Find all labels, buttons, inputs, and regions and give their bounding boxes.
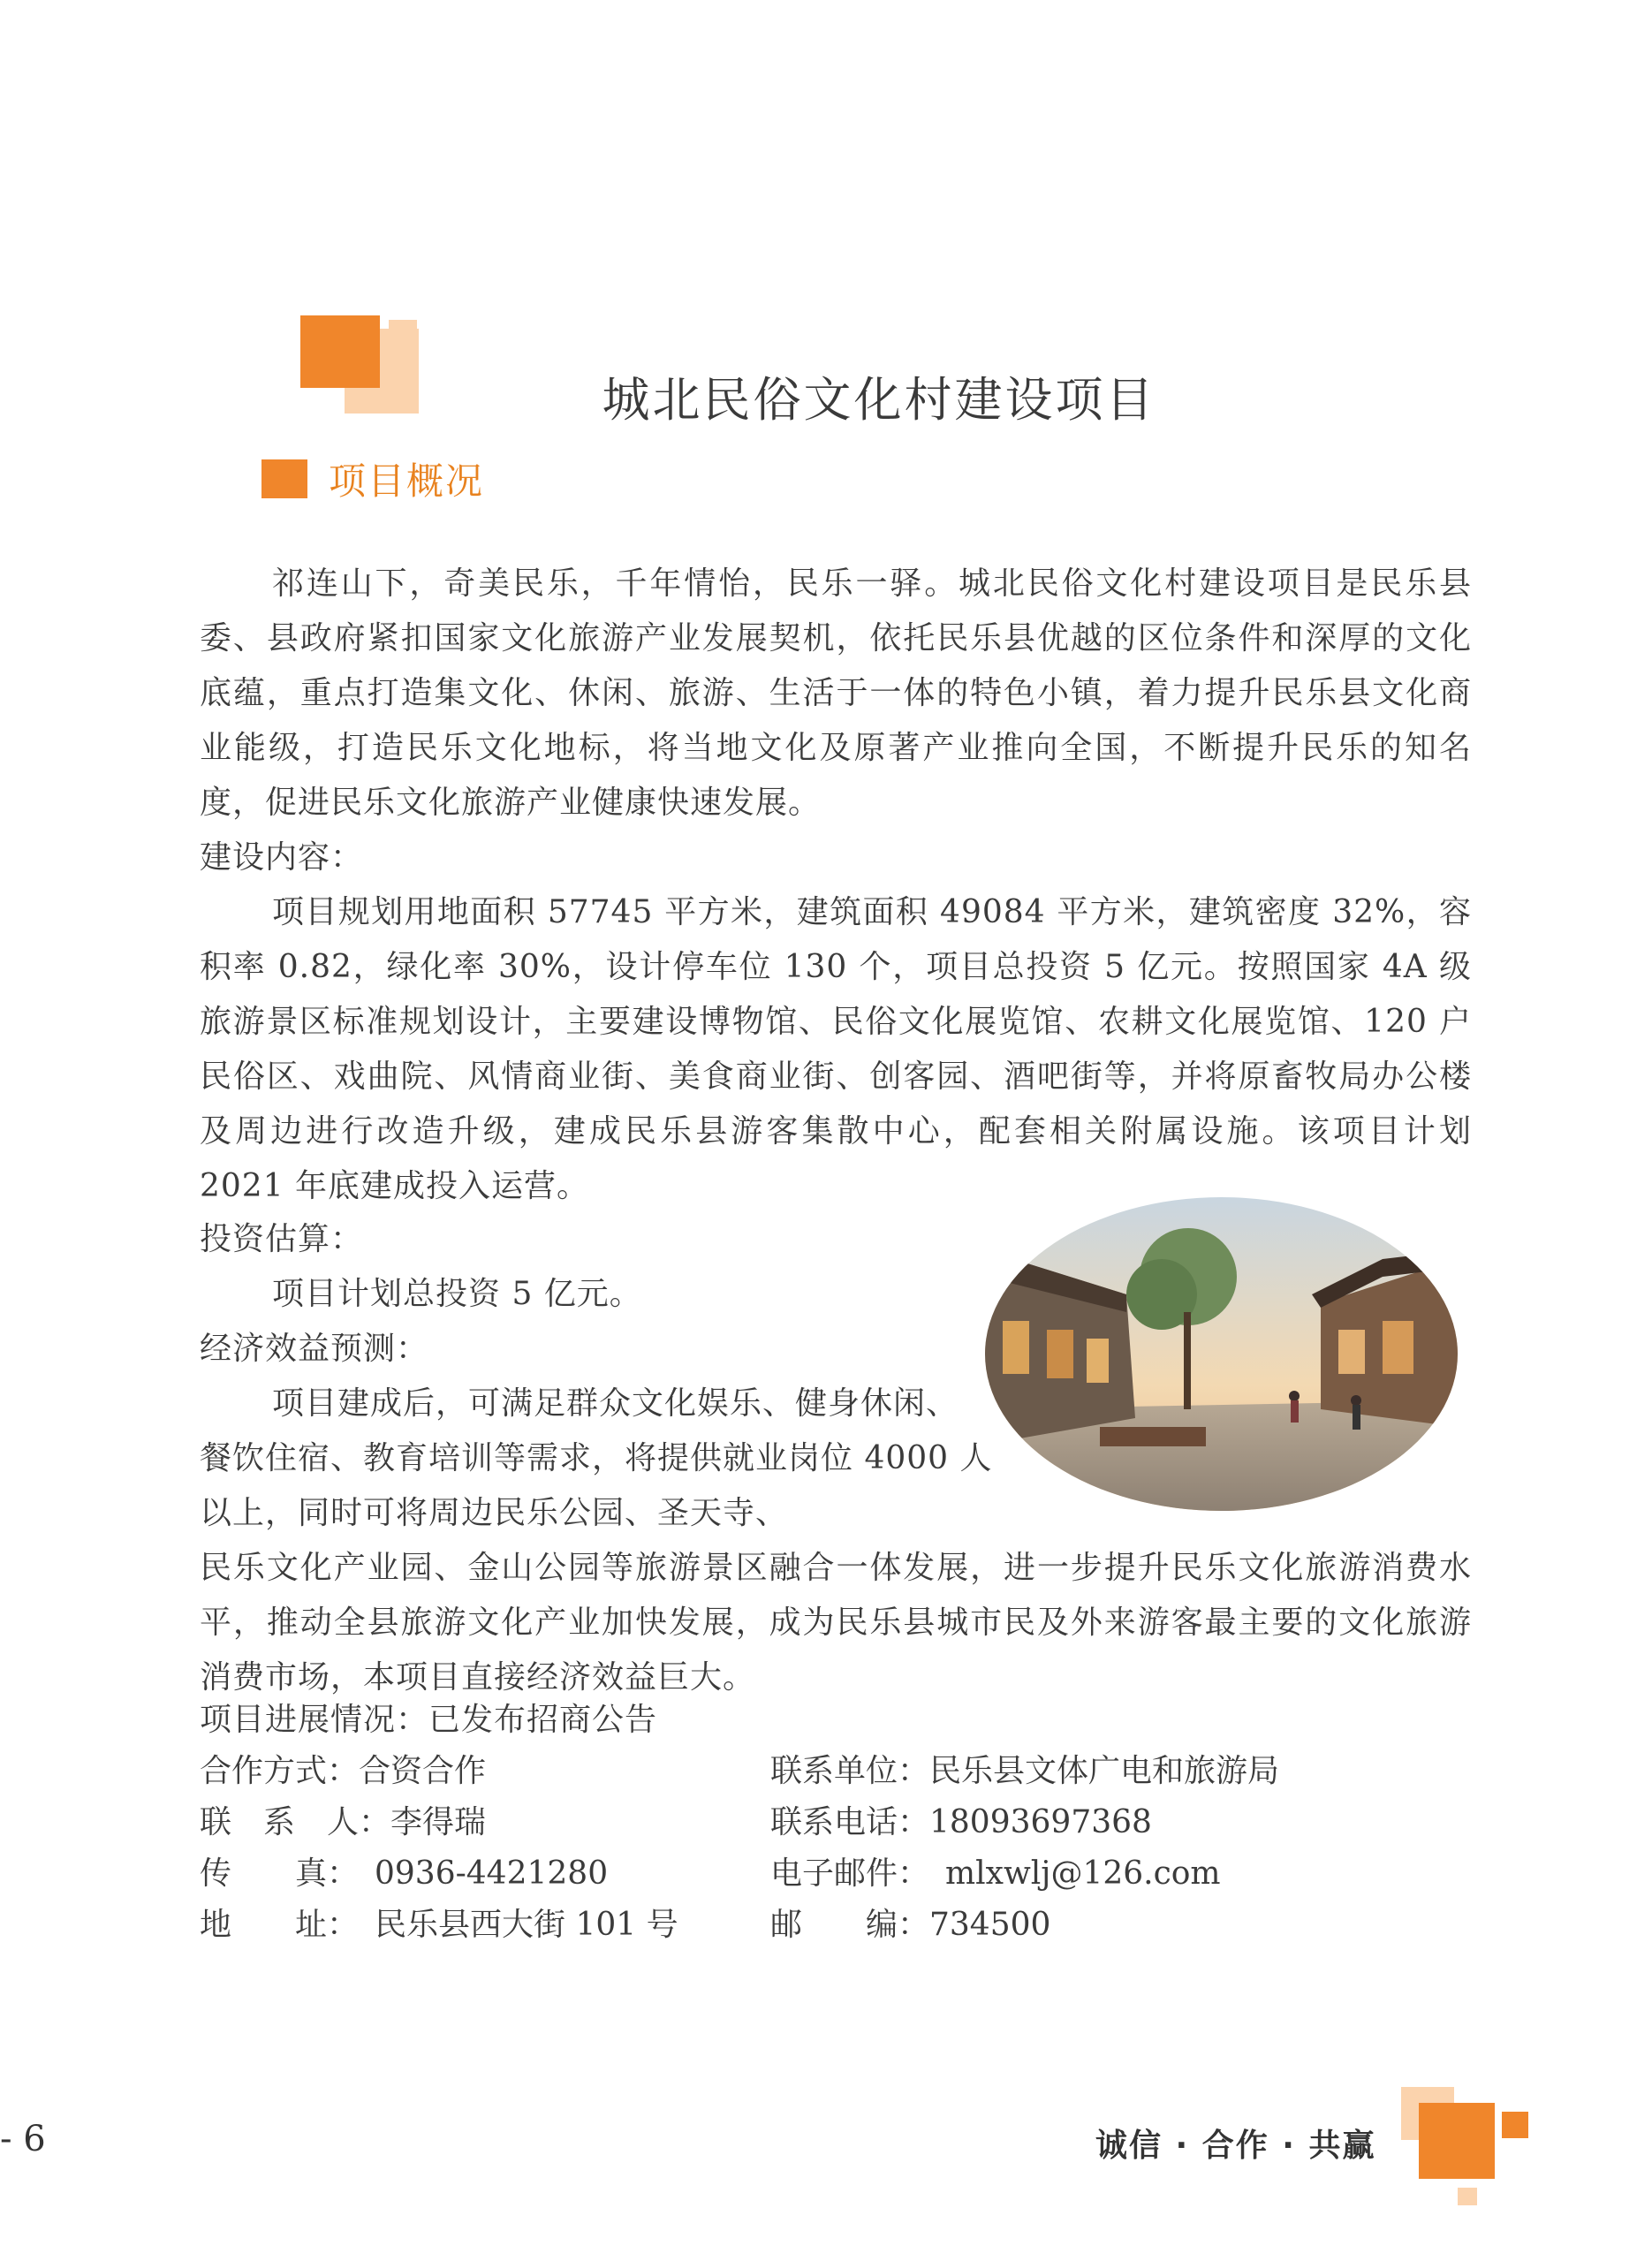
contact-email: 电子邮件： mlxwlj@126.com	[770, 1855, 1221, 1892]
construction-heading: 建设内容：	[200, 839, 364, 876]
footer-square-tiny	[1458, 2188, 1477, 2205]
investment-heading: 投资估算：	[200, 1221, 364, 1257]
intro-paragraph: 祁连山下，奇美民乐，千年情怡，民乐一驿。城北民俗文化村建设项目是民乐县委、县政府紧扣国家文化旅游产业发展契机，依托民乐县优越的区位条件和深厚的文化底蕴，重点打造集文化、休闲、旅游、生活于一体的特色小镇，着力提升民乐县文化商业能级，打造民乐文化地标，将当地文化及原著产业推向全国，不断提升民乐的知名度，促进民乐文化旅游产业健康快速发展。	[200, 565, 1472, 821]
construction-paragraph: 项目规划用地面积 57745 平方米，建筑面积 49084 平方米，建筑密度 32%，容积率 0.82，绿化率 30%，设计停车位 130 个，项目总投资 5 亿元。按照国家 4A 级旅游景区标准规划设计，主要建设博物馆、民俗文化展览馆、农耕文化展览馆、120 户民俗区、戏曲院、风情商业街、美食商业街、创客园、酒吧街等，并将原畜牧局办公楼及周边进行改造升级，建成民乐县游客集散中心，配套相关附属设施。该项目计划 2021 年底建成投入运营。	[200, 894, 1472, 1204]
benefit-line-3: 以上，同时可将周边民乐公园、圣天寺、	[200, 1495, 789, 1531]
contact-row-1	[200, 1746, 1472, 1797]
contact-phone: 联系电话：18093697368	[770, 1804, 1152, 1840]
contact-address: 地 址： 民乐县西大街 101 号	[200, 1907, 678, 1943]
progress-line: 项目进展情况：已发布招商公告	[200, 1702, 658, 1738]
page-title: 城北民俗文化村建设项目	[602, 372, 1156, 428]
contact-row-3	[200, 1848, 1472, 1900]
footer-square-small	[1502, 2112, 1528, 2138]
contact-person: 联 系 人：李得瑞	[200, 1804, 487, 1840]
section-label: 项目概况	[329, 459, 485, 503]
contact-fax: 传 真： 0936-4421280	[200, 1855, 609, 1892]
contact-row-4	[200, 1900, 1472, 1951]
footer-square-orange	[1419, 2103, 1495, 2179]
footer-slogan: 诚信 · 合作 · 共赢	[1095, 2128, 1376, 2164]
page-number: - 6	[0, 2119, 46, 2159]
section-marker	[261, 459, 307, 498]
street-illustration	[985, 1197, 1458, 1511]
benefit-paragraph: 民乐文化产业园、金山公园等旅游景区融合一体发展，进一步提升民乐文化旅游消费水平，推动全县旅游文化产业加快发展，成为民乐县城市民及外来游客最主要的文化旅游消费市场，本项目直接经济效益巨大。	[200, 1550, 1472, 1696]
section-heading	[261, 452, 484, 505]
cooperation-method: 合作方式：合资合作	[200, 1753, 487, 1789]
contact-postcode: 邮 编：734500	[770, 1907, 1051, 1943]
benefit-line-2: 餐饮住宿、教育培训等需求，将提供就业岗位 4000 人	[200, 1440, 993, 1476]
deco-square-small	[389, 320, 417, 345]
contact-row-2	[200, 1797, 1472, 1848]
contact-unit: 联系单位：民乐县文体广电和旅游局	[770, 1753, 1280, 1789]
benefit-line-1: 项目建成后，可满足群众文化娱乐、健身休闲、	[272, 1385, 959, 1422]
investment-paragraph: 项目计划总投资 5 亿元。	[272, 1276, 642, 1312]
benefit-heading: 经济效益预测：	[200, 1331, 429, 1367]
